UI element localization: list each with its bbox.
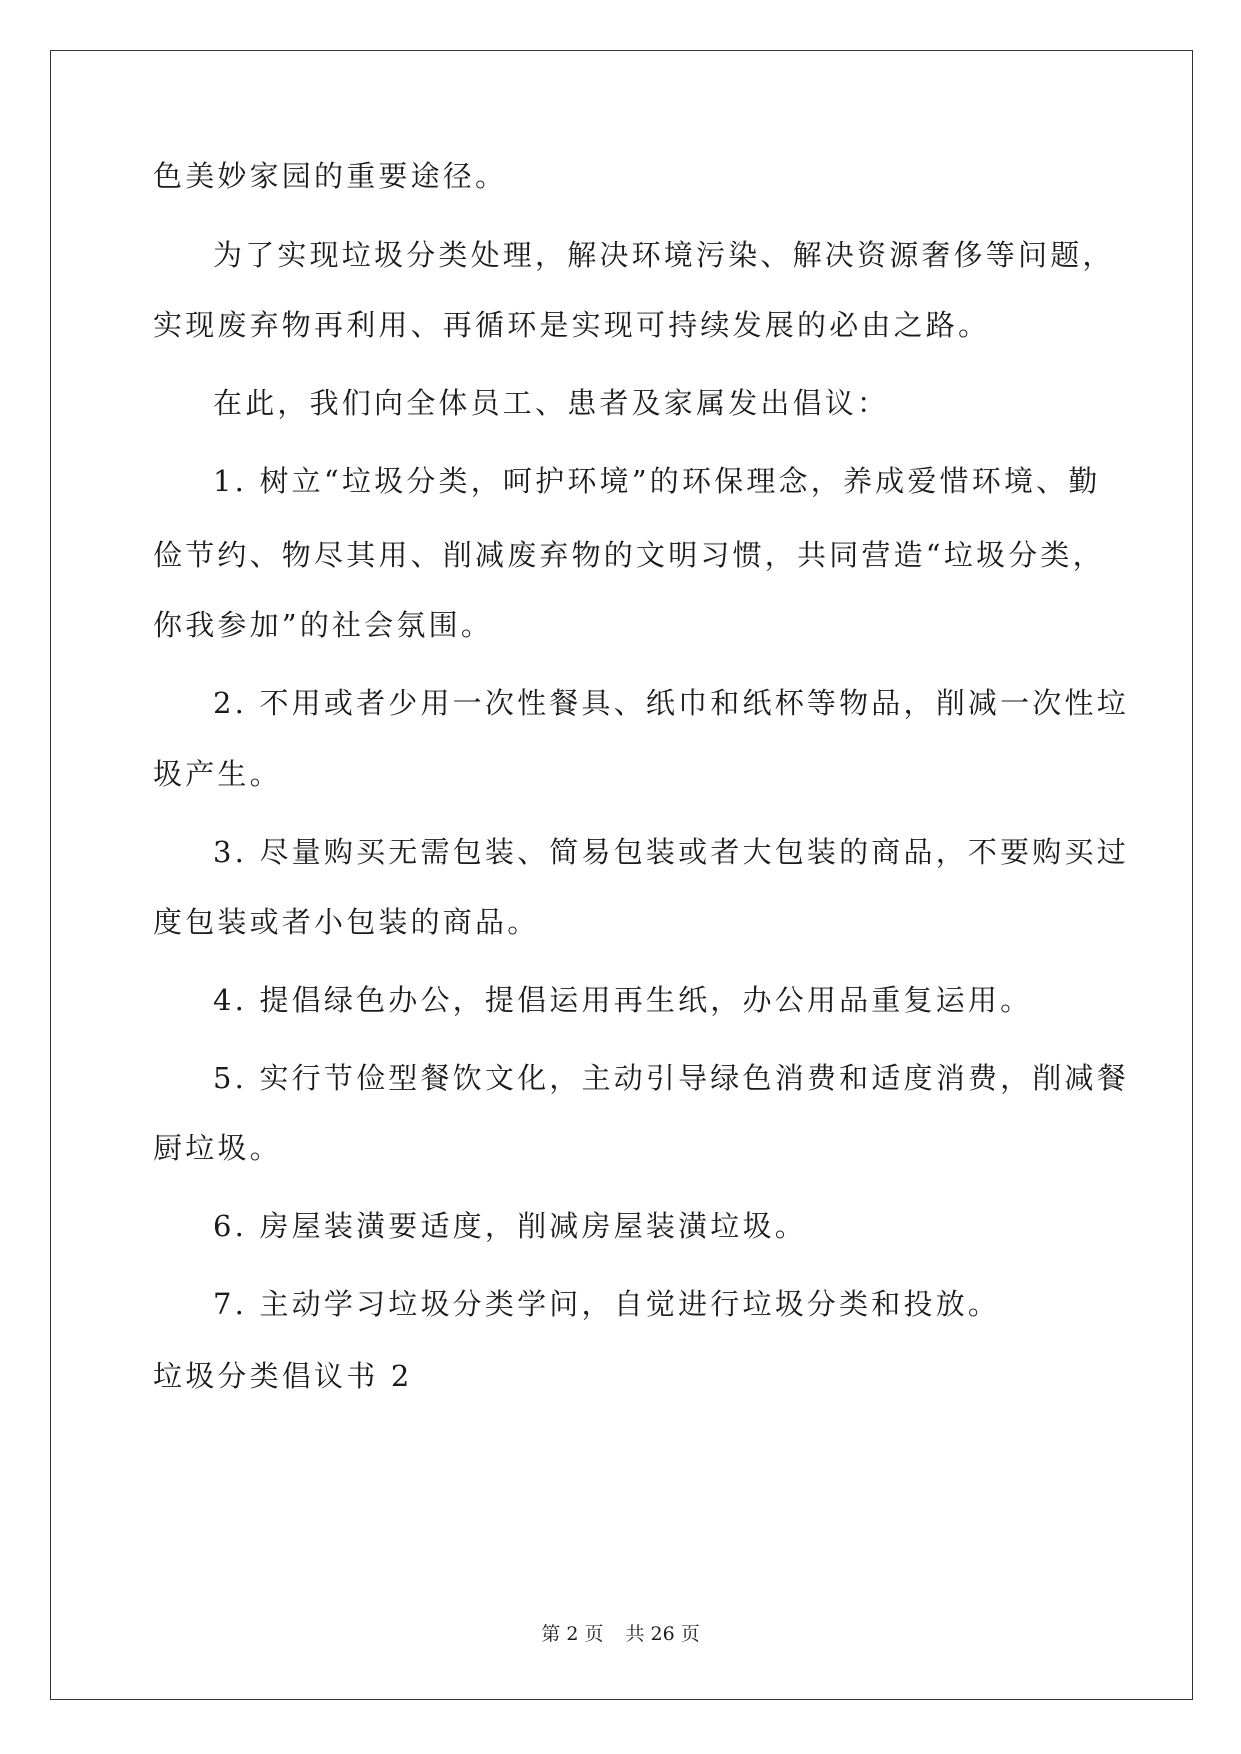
- section-heading: 垃圾分类倡议书 2: [153, 1359, 413, 1393]
- list-item-1-line: 俭节约、物尽其用、削减废弃物的文明习惯，共同营造“垃圾分类，: [153, 538, 1105, 572]
- text-line: 实现废弃物再利用、再循环是实现可持续发展的必由之路。: [153, 308, 991, 342]
- list-item-4-line: 4. 提倡绿色办公，提倡运用再生纸，办公用品重复运用。: [213, 983, 1033, 1017]
- list-item-7-line: 7. 主动学习垃圾分类学问，自觉进行垃圾分类和投放。: [213, 1287, 1001, 1321]
- page-total: 共 26 页: [625, 1623, 700, 1645]
- page-border: [50, 50, 1193, 1700]
- paragraph-line: 在此，我们向全体员工、患者及家属发出倡议：: [213, 386, 890, 420]
- list-item-1-line: 1. 树立“垃圾分类，呵护环境”的环保理念，养成爱惜环境、勤: [213, 464, 1101, 498]
- list-item-5-line: 厨垃圾。: [153, 1131, 282, 1165]
- list-item-3-line: 度包装或者小包装的商品。: [153, 905, 540, 939]
- list-item-2-line: 圾产生。: [153, 757, 282, 791]
- page-footer: [0, 1622, 1241, 1646]
- text-line: 色美妙家园的重要途径。: [153, 159, 508, 193]
- list-item-5-line: 5. 实行节俭型餐饮文化，主动引导绿色消费和适度消费，削减餐: [213, 1061, 1129, 1095]
- list-item-2-line: 2. 不用或者少用一次性餐具、纸巾和纸杯等物品，削减一次性垃: [213, 686, 1129, 720]
- list-item-6-line: 6. 房屋装潢要适度，削减房屋装潢垃圾。: [213, 1209, 807, 1243]
- paragraph-line: 为了实现垃圾分类处理，解决环境污染、解决资源奢侈等问题，: [213, 238, 1115, 272]
- page-number: 第 2 页: [541, 1623, 604, 1645]
- list-item-3-line: 3. 尽量购买无需包装、简易包装或者大包装的商品，不要购买过: [213, 835, 1129, 869]
- list-item-1-line: 你我参加”的社会氛围。: [153, 608, 494, 642]
